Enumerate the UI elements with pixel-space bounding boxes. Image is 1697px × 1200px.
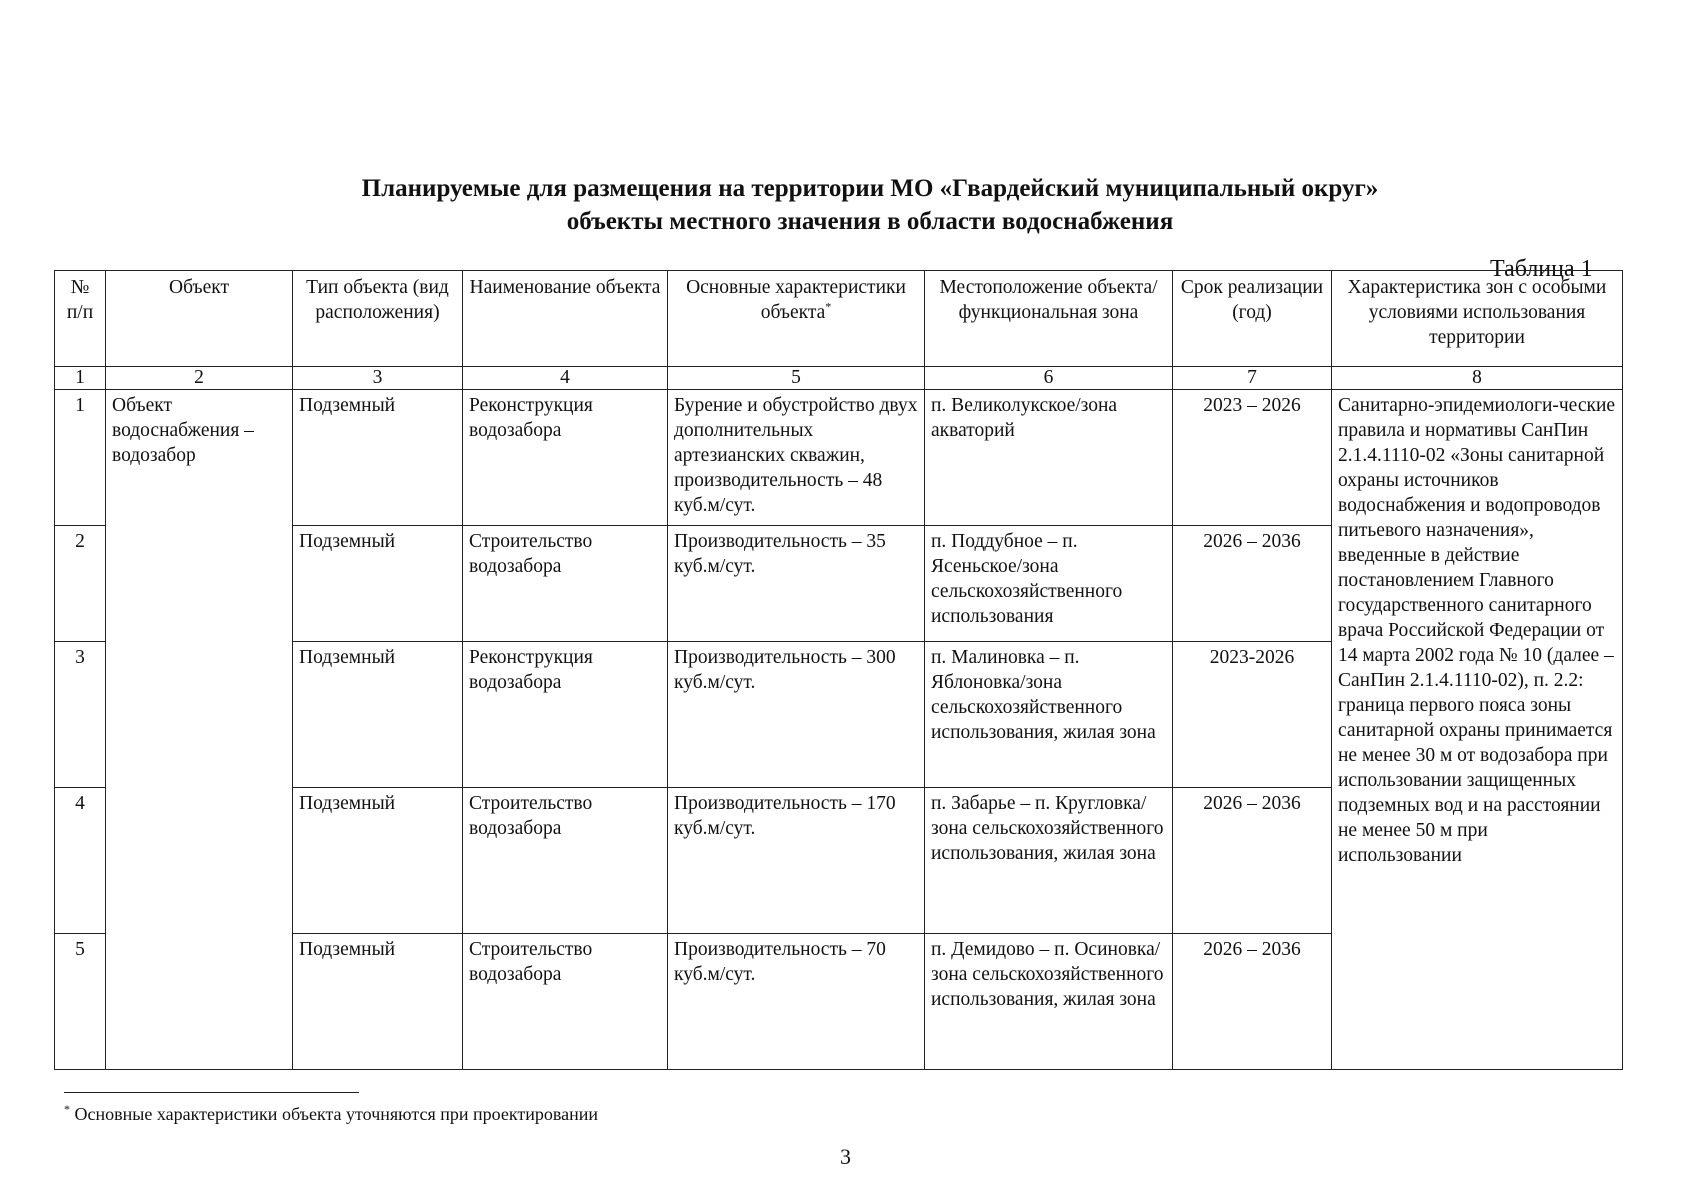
object-location: п. Великолукское/зона акваторий xyxy=(925,390,1173,526)
footnote-text: Основные характеристики объекта уточняются при проектировании xyxy=(74,1104,598,1124)
header-num: № п/п xyxy=(55,271,106,367)
header-zone: Характеристика зон с особыми условиями использования территории xyxy=(1332,271,1623,367)
object-location: п. Забарье – п. Кругловка/зона сельскохозяйственного использования, жилая зона xyxy=(925,788,1173,934)
document-title xyxy=(0,172,1697,238)
column-number: 1 xyxy=(55,367,106,390)
column-number-row xyxy=(55,367,1623,390)
header-location: Местоположение объекта/ функциональная зона xyxy=(925,271,1173,367)
footnote xyxy=(64,1104,598,1125)
row-number: 1 xyxy=(55,390,106,526)
footnote-marker: * xyxy=(825,299,832,314)
header-characteristics-text: Основные характеристики объекта xyxy=(686,277,906,323)
column-number: 5 xyxy=(668,367,925,390)
table-row xyxy=(55,390,1623,526)
column-number: 2 xyxy=(106,367,293,390)
object-characteristics: Производительность – 70 куб.м/сут. xyxy=(668,934,925,1070)
object-name: Строительство водозабора xyxy=(463,934,668,1070)
object-name: Реконструкция водозабора xyxy=(463,390,668,526)
header-name: Наименование объекта xyxy=(463,271,668,367)
header-type: Тип объекта (вид расположения) xyxy=(293,271,463,367)
object-type: Подземный xyxy=(293,526,463,642)
object-term: 2026 – 2036 xyxy=(1173,788,1332,934)
footnote-divider xyxy=(64,1092,359,1093)
object-location: п. Демидово – п. Осиновка/зона сельскохозяйственного использования, жилая зона xyxy=(925,934,1173,1070)
object-type: Подземный xyxy=(293,642,463,788)
title-line-2: объекты местного значения в области водоснабжения xyxy=(566,208,1174,235)
water-supply-objects-table xyxy=(54,270,1623,1070)
column-number: 6 xyxy=(925,367,1173,390)
header-term: Срок реализации (год) xyxy=(1173,271,1332,367)
title-line-1: Планируемые для размещения на территории МО «Гвардейский муниципальный округ» xyxy=(361,175,1379,202)
object-characteristics: Бурение и обустройство двух дополнительных артезианских скважин, производительность – 48 куб.м/сут. xyxy=(668,390,925,526)
object-term: 2023 – 2026 xyxy=(1173,390,1332,526)
footnote-mark: * xyxy=(64,1102,70,1116)
row-number: 2 xyxy=(55,526,106,642)
table-label: Таблица 1 xyxy=(1490,256,1593,282)
object-type: Подземный xyxy=(293,390,463,526)
header-characteristics xyxy=(668,271,925,367)
column-number: 7 xyxy=(1173,367,1332,390)
object-group-cell: Объект водоснабжения – водозабор xyxy=(106,390,293,1070)
object-location: п. Малиновка – п. Яблоновка/зона сельскохозяйственного использования, жилая зона xyxy=(925,642,1173,788)
object-location: п. Поддубное – п. Ясеньское/зона сельскохозяйственного использования xyxy=(925,526,1173,642)
row-number: 3 xyxy=(55,642,106,788)
object-type: Подземный xyxy=(293,788,463,934)
header-row xyxy=(55,271,1623,367)
column-number: 4 xyxy=(463,367,668,390)
object-term: 2023-2026 xyxy=(1173,642,1332,788)
column-number: 8 xyxy=(1332,367,1623,390)
row-number: 4 xyxy=(55,788,106,934)
object-characteristics: Производительность – 300 куб.м/сут. xyxy=(668,642,925,788)
object-term: 2026 – 2036 xyxy=(1173,934,1332,1070)
object-type: Подземный xyxy=(293,934,463,1070)
zone-characteristics-cell: Санитарно-эпидемиологи-ческие правила и нормативы СанПин 2.1.4.1110-02 «Зоны санитарной охраны источников водоснабжения и водопроводов питьевого назначения», введенные в действие постановлением Главного государственного санитарного врача Российской Федерации от 14 марта 2002 года № 10 (далее – СанПин 2.1.4.1110-02), п. 2.2: граница первого пояса зоны санитарной охраны принимается не менее 30 м от водозабора при использовании защищенных подземных вод и на расстоянии не менее 50 м при использовании xyxy=(1332,390,1623,1070)
object-characteristics: Производительность – 170 куб.м/сут. xyxy=(668,788,925,934)
page-number: 3 xyxy=(840,1144,851,1169)
object-characteristics: Производительность – 35 куб.м/сут. xyxy=(668,526,925,642)
object-name: Строительство водозабора xyxy=(463,788,668,934)
row-number: 5 xyxy=(55,934,106,1070)
column-number: 3 xyxy=(293,367,463,390)
object-name: Строительство водозабора xyxy=(463,526,668,642)
object-term: 2026 – 2036 xyxy=(1173,526,1332,642)
header-object: Объект xyxy=(106,271,293,367)
object-name: Реконструкция водозабора xyxy=(463,642,668,788)
